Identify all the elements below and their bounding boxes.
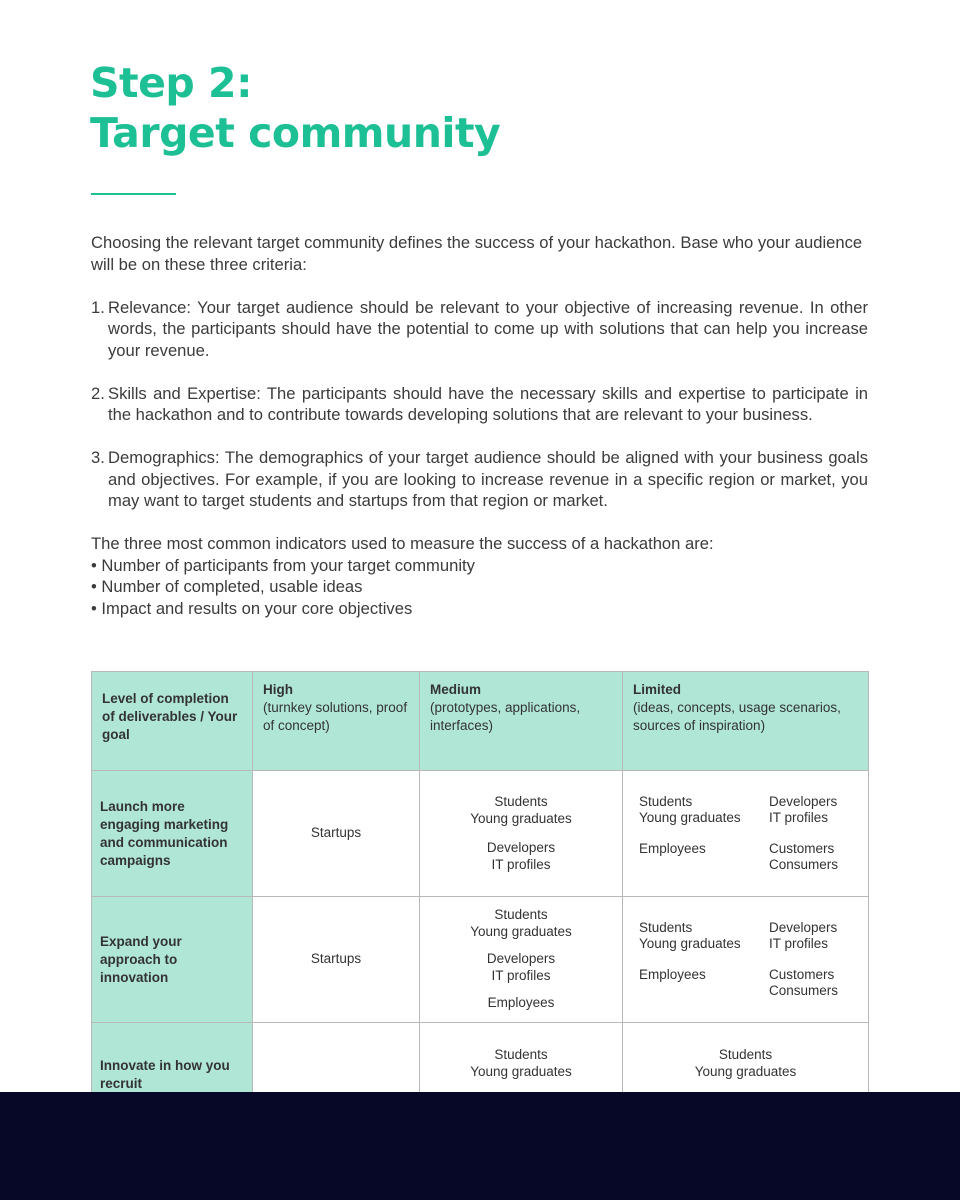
audience-label: Consumers — [769, 983, 839, 998]
criterion-text: Skills and Expertise: The participants should have the necessary skills and expertise to participate in the hackathon and to contribute towards developing solutions that are relevant to your business. — [108, 383, 868, 424]
audience-label: Students — [494, 794, 548, 809]
header-title: Limited — [633, 682, 682, 697]
audience-group — [639, 920, 769, 953]
header-subtitle: (turnkey solutions, proof of concept) — [263, 700, 408, 733]
audience-group — [639, 967, 769, 1000]
audience-label: Developers — [769, 919, 838, 935]
audience-label: IT profiles — [769, 936, 829, 951]
indicators-lead: The three most common indicators used to measure the success of a hackathon are: — [91, 534, 714, 553]
audience-group — [769, 794, 869, 827]
intro-paragraph: Choosing the relevant target community defines the success of your hackathon. Base who your audience will be on these three criteria: — [91, 233, 863, 274]
header-title: High — [263, 682, 293, 697]
footer-bar — [0, 1092, 960, 1200]
row-goal: Launch more engaging marketing and communication campaigns — [92, 771, 253, 897]
audience-group — [470, 995, 572, 1012]
row-goal: Expand your approach to innovation — [92, 897, 253, 1023]
criterion-item — [91, 383, 868, 426]
audience-label: Young graduates — [639, 810, 741, 825]
header-subtitle: (ideas, concepts, usage scenarios, sources of inspiration) — [633, 700, 841, 733]
audience-group — [470, 840, 572, 873]
criterion-text: Relevance: Your target audience should be relevant to your objective of increasing revenue. In other words, the participants should have the potential to come up with solutions that can help you increase your revenue. — [108, 297, 868, 360]
audience-label: Young graduates — [470, 810, 572, 826]
audience-label: Employees — [487, 995, 555, 1011]
criterion-item — [91, 297, 868, 362]
audience-group — [470, 907, 572, 940]
audience-group — [769, 841, 869, 874]
indicator-item: • Impact and results on your core objectives — [91, 598, 413, 618]
cell-medium — [420, 897, 623, 1023]
header-high — [253, 672, 420, 771]
audience-label: Developers — [769, 793, 838, 809]
audience-group — [769, 920, 869, 953]
audience-label: Students — [639, 919, 693, 935]
audience-label: Young graduates — [470, 1063, 572, 1079]
body-text — [91, 232, 868, 619]
indicator-item: • Number of participants from your target community — [91, 555, 475, 575]
audience-label: Consumers — [769, 857, 839, 872]
cell-medium — [420, 771, 623, 897]
audience-label: Developers — [486, 951, 556, 967]
header-limited — [623, 672, 869, 771]
criterion-text: Demographics: The demographics of your target audience should be aligned with your business goals and objectives. For example, if you are looking to increase revenue in a specific region or market, you may want to target students and startups from that region or market. — [108, 448, 868, 510]
audience-label: Developers — [486, 840, 556, 855]
criterion-number: 1. — [91, 297, 105, 317]
audience-label: Students — [494, 1047, 548, 1062]
cell-limited — [623, 897, 869, 1023]
criterion-number: 2. — [91, 383, 105, 403]
title-line-1: Step 2: — [90, 59, 252, 107]
audience-label: Young graduates — [639, 936, 741, 951]
audience-label: Employees — [639, 840, 706, 856]
cell-high: Startups — [253, 771, 420, 897]
header-goal: Level of completion of deliverables / Your goal — [92, 672, 253, 771]
row-goal: Innovate in how you recruit — [92, 1023, 253, 1178]
criterion-item — [91, 447, 868, 512]
audience-group — [769, 967, 869, 1000]
audience-group — [470, 794, 572, 827]
audience-label: Students — [639, 793, 693, 809]
audience-group — [470, 1047, 572, 1080]
cell-limited — [623, 771, 869, 897]
page-title — [90, 58, 500, 158]
table-row — [92, 897, 869, 1023]
audience-label: IT profiles — [769, 810, 829, 825]
audience-group — [639, 794, 769, 827]
audience-label: Students — [494, 907, 548, 923]
audience-label: Students — [718, 1047, 773, 1062]
audience-label: Customers — [769, 966, 835, 982]
audience-group — [623, 1047, 868, 1080]
header-subtitle: (prototypes, applications, interfaces) — [430, 700, 581, 733]
header-title: Medium — [430, 682, 482, 697]
audience-label: Young graduates — [470, 923, 572, 939]
title-line-2: Target community — [90, 109, 501, 157]
audience-group — [639, 841, 769, 874]
table-header-row — [92, 672, 869, 771]
audience-label: IT profiles — [491, 967, 551, 983]
audience-label: IT profiles — [491, 856, 551, 872]
audience-label: Young graduates — [694, 1063, 797, 1079]
title-divider — [91, 193, 176, 195]
cell-high: Startups — [253, 897, 420, 1023]
audience-group — [470, 951, 572, 984]
audience-label: Customers — [769, 840, 835, 856]
audience-label: Employees — [639, 966, 706, 982]
criterion-number: 3. — [91, 448, 105, 467]
header-medium — [420, 672, 623, 771]
table-row — [92, 771, 869, 897]
indicator-item: • Number of completed, usable ideas — [91, 577, 363, 596]
